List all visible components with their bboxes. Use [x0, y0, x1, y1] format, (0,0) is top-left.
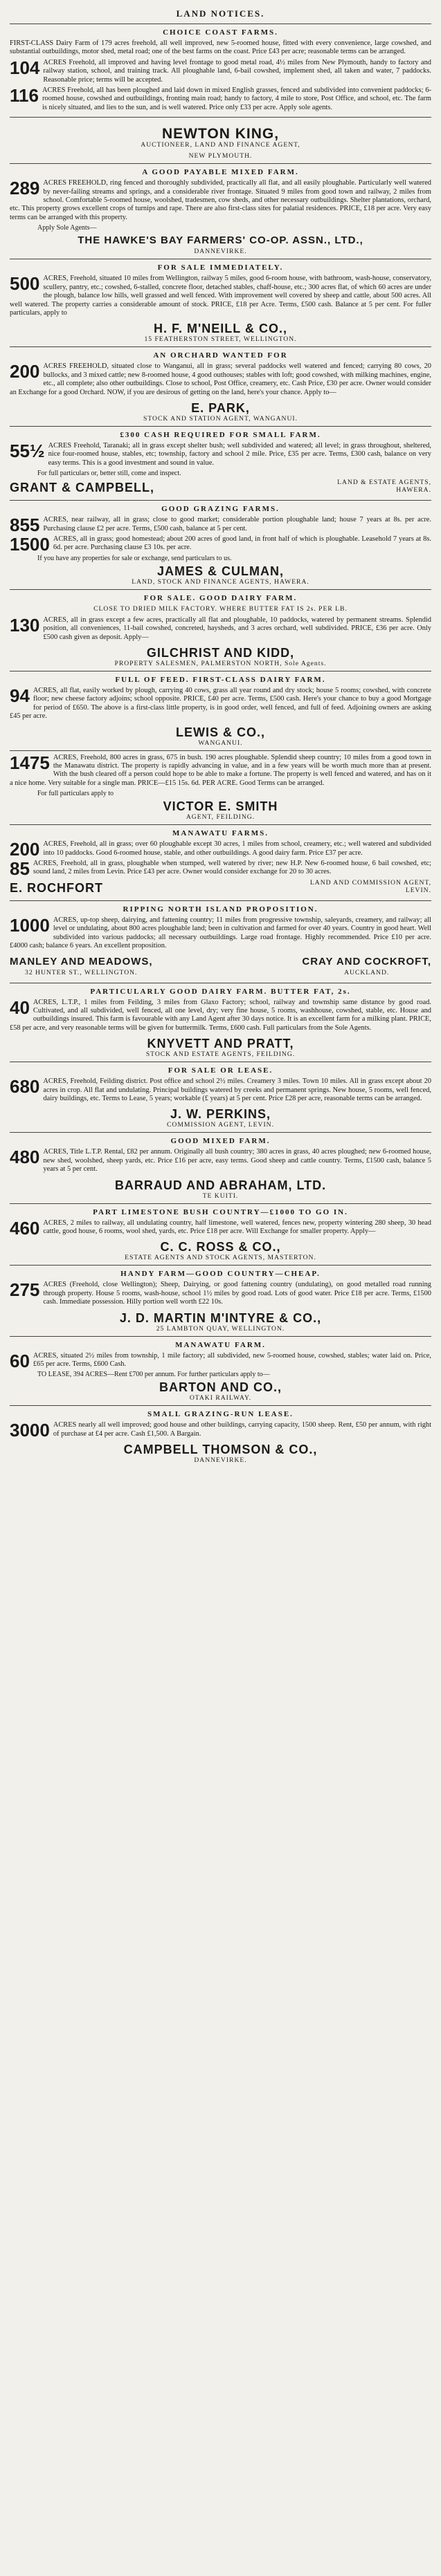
agent-place: LAND, STOCK AND FINANCE AGENTS, HAWERA. — [132, 577, 309, 586]
divider — [10, 1336, 431, 1337]
listing-heading: HANDY FARM—GOOD COUNTRY—CHEAP. — [120, 1270, 321, 1279]
divider — [10, 346, 431, 347]
agent-name: E. PARK, — [191, 400, 250, 415]
listing-text: ACRES, Title L.T.P. Rental, £82 per annum. Originally all bush country; 380 acres in grass, 40 acres ploughed; new 6-roomed house, new shed, woolshed, sheep yards, etc. Price £16 per acre, easy terms. Good sheep and cattle country. Terms, £1500 cash, balance 5 years at 5 per cent. — [43, 1148, 431, 1174]
listing-text: ACRES Freehold, all improved and having level frontage to good metal road, 4½ miles from New Plymouth, handy to factory and railway station, school, and training track. All ploughable land, 6-bail cowshed, implement shed, all taken and water, 7 paddocks. Reasonable price; terms will be accepted. — [43, 58, 431, 84]
listing-text: ACRES Freehold, all has been ploughed and laid down in mixed English grasses, fenced and subdivided into convenient paddocks; 6-roomed house, cowshed and outbuildings, fronting main road; handy to factory, 4 mile to store, Post Office, and school, etc. The farm is nicely situated, and lies to the sun, and is well watered. Price only £33 per acre. Apply sole agents. — [42, 86, 431, 111]
listing-heading: FULL OF FEED. FIRST-CLASS DAIRY FARM. — [115, 676, 326, 684]
choice-coast-farms — [10, 28, 431, 114]
listing — [10, 1148, 431, 1176]
agent-address: 25 LAMBTON QUAY, WELLINGTON. — [156, 1324, 285, 1333]
apply-line: Apply Sole Agents— — [37, 224, 97, 232]
divider — [10, 426, 431, 427]
agent-address: 32 HUNTER ST., WELLINGTON. — [25, 968, 138, 976]
listing-text: FIRST-CLASS Dairy Farm of 179 acres freehold, all well improved, new 5-roomed house, fitted with every convenience, large cowshed, and substantial outbuildings, motor shed, metal road; one of the best farms on the coast. Price £43 per acre; reasonable terms can be arranged. — [10, 39, 431, 56]
listing-text: ACRES, Freehold, all in grass; over 60 ploughable except 30 acres, 1 miles from school, creamery, etc.; well watered and subdivided into 10 paddocks. Good 6-roomed house, stable, and other outbuildings. A good dairy farm. Price £37 per acre. — [43, 840, 431, 857]
agent-name: VICTOR E. SMITH — [163, 799, 278, 814]
listing — [10, 535, 431, 555]
divider — [10, 1265, 431, 1266]
agent-place: LAND & ESTATE AGENTS, HAWERA. — [337, 479, 431, 494]
agent-place: AGENT, FEILDING. — [186, 813, 255, 822]
agent-name: E. ROCHFORT — [10, 880, 103, 895]
agent-block — [10, 953, 431, 980]
agent-name: CAMPBELL THOMSON & CO., — [123, 1443, 318, 1457]
listing — [10, 616, 431, 644]
listing-text: ACRES, Freehold, situated 10 miles from Wellington, railway 5 miles, good 6-room house, with bathroom, wash-house, conservatory, scullery, pantry, etc.; cowshed, 6-stalled, concrete floor, detached stables, chaff-house, etc.; 300 acres flat, of which 60 acres are under the plough, balance low hills, well grassed and well fenced. With improvement well covered by sheep and cattle, about 500 acres. All well watered. The property carries a considerable amount of stock. PRICE, £18 per Acre. Terms, £500 cash. Balance at 5 per cent. For fuller particulars, apply to — [10, 275, 431, 317]
listing-text: ACRES (Freehold, close Wellington); Sheep, Dairying, or good fattening country (undulating), on good metalled road running through property. House 5 rooms, wash-house, school 1½ miles by good road. Lots of good water. Price £18 per acre. Terms, £1500 cash. Immediate possession. Hilly portion well worth £22 10s. — [43, 1281, 431, 1306]
acreage: 480 — [10, 1147, 40, 1168]
listing — [10, 362, 431, 399]
listing — [10, 999, 431, 1035]
listing-text: ACRES Freehold, Taranaki; all in grass except shelter bush; well subdivided and watered; all level; in grass throughout, sheltered, nice four-roomed house, stables, etc; township, factory and school 2 mile. Price, £35 per acre. Terms, £300 cash, balance on very easy terms. This is a good investment and sound in value. — [48, 441, 431, 467]
listing-heading: MANAWATU FARMS. — [172, 829, 269, 838]
listing — [10, 59, 431, 86]
agent-address: 15 FEATHERSTON STREET, WELLINGTON. — [144, 335, 297, 344]
acreage: 60 — [10, 1350, 30, 1371]
agent-left — [10, 953, 153, 980]
apply-line: For full particulars apply to — [37, 790, 114, 798]
agent-place: WANGANUI. — [198, 739, 243, 747]
agent-place: COMMISSION AGENT, LEVIN. — [167, 1121, 274, 1129]
listing-heading: A GOOD PAYABLE MIXED FARM. — [142, 168, 299, 177]
agent-name: THE HAWKE'S BAY FARMERS' CO-OP. ASSN., LTD., — [78, 234, 363, 247]
listing-text: ACRES, all in grass; good homestead; about 200 acres of good land, in front half of which is ploughable. Leasehold 7 years at 8s. 6d. per acre. Purchasing clause £3 10s. per acre. — [53, 535, 431, 552]
agent-place: STOCK AND ESTATE AGENTS, FEILDING. — [145, 1050, 296, 1059]
listing-text: ACRES FREEHOLD, ring fenced and thoroughly subdivided, practically all flat, and all easily ploughable. Particularly well watered by never-failing streams and springs, and a considerable river frontage. Situated 9 miles from good town and railway, 2 miles from school. Comfortable 5-roomed house, woolshed, tradesmen, cow sheds, and other necessary outbuildings. Shelter plantations, orchard, etc. This property grows excellent crops of turnips and rape. There are also first-class sites for palatial residences. PRICE, £18 per acre. Very easy terms can be arranged with this property. — [10, 179, 431, 221]
acreage: 680 — [10, 1076, 40, 1097]
listing — [10, 275, 431, 319]
divider — [10, 163, 431, 164]
listing-text: ACRES, all in grass except a few acres, practically all flat and ploughable, 10 paddocks, watered by permanent streams. Splendid position, all conveniences, 11-bail cowshed, concreted, haysheds, and 3 acres orchard, well subdivided. PRICE, £36 per acre. Only £500 cash given as deposit. Apply— — [43, 615, 431, 641]
listing-heading: PART LIMESTONE BUSH COUNTRY—£1000 TO GO IN. — [93, 1207, 348, 1216]
listing-text: ACRES, near railway, all in grass; close to good market; considerable portion ploughable land; house 7 years at 8s. per acre. Purchasing clause £2 per acre. Terms, £500 cash, balance at 5 per cent. — [43, 516, 431, 532]
listing-heading: FOR SALE OR LEASE. — [168, 1066, 273, 1075]
listing — [10, 516, 431, 535]
listing-heading: PARTICULARLY GOOD DAIRY FARM. BUTTER FAT, 2s. — [90, 987, 351, 996]
agent-name: KNYVETT AND PRATT, — [147, 1037, 294, 1051]
listing-heading: MANAWATU FARM. — [175, 1340, 266, 1349]
listing — [10, 1281, 431, 1308]
divider — [10, 589, 431, 590]
agent-name: NEWTON KING, — [161, 126, 280, 142]
acreage: 55½ — [10, 440, 45, 461]
listing-text: ACRES, Freehold, Feilding district. Post office and school 2½ miles. Creamery 3 miles. Town 10 miles. All in grass except about 20 acres in crop. All flat and undulating. Principal buildings watered by creeks and permanent springs. New house, 5 rooms, well fenced, dairy buildings, etc. Terms to Lease, 5 years; workable (£ years) at 5 per cent. Price £28 per acre, reasonable terms can be arranged. — [43, 1077, 431, 1102]
acreage: 275 — [10, 1279, 40, 1301]
listing-text: ACRES, Freehold, 800 acres in grass, 675 in bush. 190 acres ploughable. Splendid sheep country; 10 miles from a good town in the Manawatu district. The property is rapidly advancing in value, and in a few years will be worth much more than at present. With the bush cleared off a person could hope to be able to make a fortune. The property is well fenced and watered, and has on it a nice home. Very suitable for a single man. PRICE—£15 15s. 6d. PER ACRE. Good Terms can be arranged. — [10, 753, 431, 787]
agent-block — [10, 879, 431, 898]
divider — [10, 1132, 431, 1133]
agent-block — [10, 127, 431, 160]
listing — [10, 179, 431, 224]
acreage: 116 — [10, 85, 39, 106]
divider — [10, 750, 431, 751]
acreage: 500 — [10, 273, 40, 295]
listing — [10, 1077, 431, 1105]
agent-name: H. F. M'NEILL & CO., — [154, 322, 287, 336]
divider — [10, 900, 431, 901]
listing — [10, 86, 431, 114]
listing — [10, 1352, 431, 1371]
agent-name: JAMES & CULMAN, — [156, 564, 284, 578]
divider — [10, 500, 431, 501]
acreage: 1000 — [10, 914, 50, 936]
agent-place: LAND AND COMMISSION AGENT, LEVIN. — [309, 878, 431, 894]
listing-heading: CHOICE COAST FARMS. — [163, 28, 278, 37]
apply-line: If you have any properties for sale or exchange, send particulars to us. — [37, 554, 232, 562]
listing-heading: FOR SALE IMMEDIATELY. — [157, 263, 284, 272]
acreage: 200 — [10, 361, 40, 382]
agent-place: DANNEVIRKE. — [194, 248, 247, 256]
acreage: 3000 — [10, 1420, 50, 1441]
listing-text: ACRES, all flat, easily worked by plough, carrying 40 cows, grass all year round and dry stock; house 5 rooms; cowshed, with concrete floor; new cheese factory adjoins; school opposite. PRICE, £40 per acre. Terms, £500 cash. Here's your chance to buy a good Mortgage for period of £650. The above is a first-class little property, is in good order, well fenced, and full of feed. Adjoining owners are asking £45 per acre. — [10, 687, 431, 721]
section-title: LAND NOTICES. — [176, 8, 265, 19]
acreage: 855 — [10, 515, 40, 536]
listing — [10, 840, 431, 860]
agent-role: AUCTIONEER, LAND AND FINANCE AGENT, — [141, 141, 300, 149]
agent-name: LEWIS & CO., — [176, 725, 265, 739]
apply-line: For full particulars or, better still, come and inspect. — [37, 470, 181, 478]
newspaper-page — [10, 0, 431, 1464]
agent-place: DANNEVIRKE. — [194, 1456, 247, 1465]
divider — [10, 824, 431, 825]
listing-text: ACRES, 2 miles to railway, all undulating country, half limestone, well watered, fences new, property wintering 280 sheep, 30 head cattle, good house, 6 rooms, wool shed, yards, etc. Price £18 per acre. Will Exchange for smaller property. Apply— — [43, 1218, 431, 1235]
agent-place: NEW PLYMOUTH. — [188, 152, 253, 160]
agent-name: GRANT & CAMPBELL, — [10, 481, 154, 495]
agent-name: C. C. ROSS & CO., — [160, 1240, 281, 1254]
listing — [10, 754, 431, 790]
agent-name: J. D. MARTIN M'INTYRE & CO., — [119, 1310, 322, 1325]
divider — [10, 117, 431, 118]
listing-subheading: CLOSE TO DRIED MILK FACTORY. WHERE BUTTER FAT IS 2s. PER LB. — [93, 604, 348, 613]
acreage: 130 — [10, 614, 40, 636]
acreage: 1500 — [10, 533, 50, 555]
listing-heading: FOR SALE. GOOD DAIRY FARM. — [143, 593, 298, 602]
agent-place: STOCK AND STATION AGENT, WANGANUI. — [143, 414, 298, 423]
agent-name: CRAY AND COCKROFT, — [302, 955, 431, 967]
acreage: 289 — [10, 178, 40, 199]
listing — [10, 1219, 431, 1239]
acreage: 40 — [10, 997, 30, 1018]
listing-text: ACRES, Freehold, all in grass, ploughable when stumped, well watered by river; new H.P. New 6-roomed house, 6 bail cowshed, etc; sound land, 2 miles from Levin. Price £43 per acre. Owner would consider exchange for 20 to 30 acres. — [33, 860, 431, 876]
acreage: 1475 — [10, 752, 50, 773]
listing-text: ACRES, L.T.P., 1 miles from Feilding, 3 miles from Glaxo Factory; school, railway and township same distance by good road. Cultivated, and all subdivided, well fenced, all one level, dry; very fine house, 5 rooms, washhouse, cowshed, stable, etc. House and outbuildings insured. This farm is favourable with any Land Agent after 30 days notice. It is an excellent farm for a milking plant. PRICE, £58 per acre, and very reasonable terms will be given for buttermilk. Terms, £600 cash. Full particulars from the Sole Agents. — [10, 998, 431, 1032]
listing — [10, 442, 431, 470]
agent-place: ESTATE AGENTS AND STOCK AGENTS, MASTERTON. — [125, 1254, 316, 1262]
agent-place: AUCKLAND. — [344, 968, 390, 976]
listing-text: ACRES, situated 2½ miles from township, 1 mile factory; all subdivided, new 5-roomed house, cowshed, stables; water laid on. Price, £65 per acre. Terms, £600 Cash. — [33, 1351, 431, 1368]
listing — [10, 687, 431, 723]
listing-heading: £300 CASH REQUIRED FOR SMALL FARM. — [120, 430, 321, 439]
divider — [10, 1405, 431, 1406]
agent-place: TE KUITI. — [202, 1192, 239, 1200]
acreage: 94 — [10, 685, 30, 706]
agent-name: BARRAUD AND ABRAHAM, LTD. — [114, 1178, 327, 1192]
agent-name: BARTON AND CO., — [159, 1380, 282, 1395]
acreage: 200 — [10, 839, 40, 860]
acreage: 85 — [10, 858, 30, 880]
listing-heading: RIPPING NORTH ISLAND PROPOSITION. — [123, 905, 318, 914]
listing — [10, 1421, 431, 1440]
listing-heading: AN ORCHARD WANTED FOR — [153, 351, 288, 360]
agent-place: OTAKI RAILWAY. — [189, 1394, 252, 1402]
divider — [10, 1203, 431, 1204]
listing-text: ACRES FREEHOLD, situated close to Wanganui, all in grass; several paddocks well watered and fenced; carrying 80 cows, 20 bullocks, and 3 mixed cattle; new 8-roomed house, 4 good outhouses; stables with loft; good cowshed, with milking machines, engine, etc., all complete; also other outbuildings. Close to school, Post Office, creamery, etc. Cash Price, £30 per acre. Owner would consider an Exchange for a good Orchard. NOW, if you are desirous of getting on the land, here's your chance. Apply to— — [10, 362, 431, 396]
listing-heading: GOOD MIXED FARM. — [170, 1137, 271, 1146]
agent-name: GILCHRIST AND KIDD, — [146, 646, 295, 660]
agent-name: J. W. PERKINS, — [170, 1107, 271, 1122]
listing-heading: GOOD GRAZING FARMS. — [161, 505, 280, 514]
listing-text: ACRES nearly all well improved; good house and other buildings, carrying capacity, 1500 sheep. Rent, £50 per annum, with right of purchase at £4 per acre. Cash £1,500. A Bargain. — [53, 1421, 431, 1438]
listing — [10, 860, 431, 879]
listing — [10, 916, 431, 953]
apply-line: TO LEASE, 394 ACRES—Rent £700 per annum. For further particulars apply to— — [37, 1371, 270, 1379]
agent-block — [10, 479, 431, 497]
agent-right — [302, 953, 431, 980]
agent-place: PROPERTY SALESMEN, PALMERSTON NORTH, Sole Agents. — [114, 660, 327, 667]
listing-heading: SMALL GRAZING-RUN LEASE. — [147, 1410, 294, 1419]
acreage: 104 — [10, 57, 40, 78]
acreage: 460 — [10, 1217, 40, 1239]
listing-text: ACRES, up-top sheep, dairying, and fattening country; 11 miles from progressive township, saleyards, creamery, and railway; all level or undulating, about 800 acres ploughable land; been in cultivation and farmed for over 40 years. Country in good heart. Well subdivided into various paddocks; all necessary outbuildings. Large road frontage. Highly recommended. Price £10 per acre. £4000 cash; balance 6 years. An excellent proposition. — [10, 916, 431, 950]
agent-name: MANLEY AND MEADOWS, — [10, 955, 153, 967]
